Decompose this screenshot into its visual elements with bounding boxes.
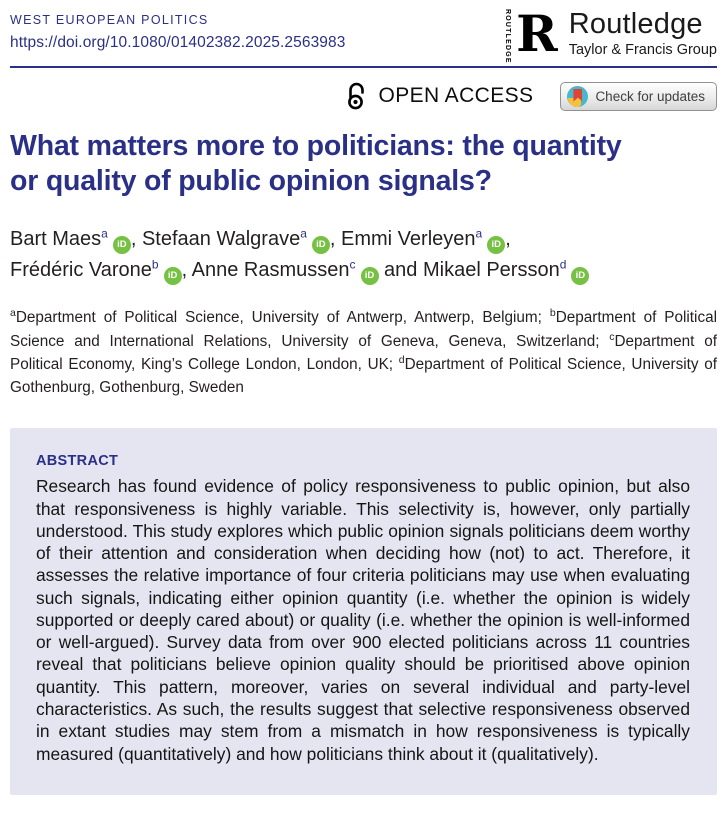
- author-affiliation-sup: d: [559, 257, 567, 272]
- author-name: Mikael Persson: [422, 259, 560, 282]
- author-affiliation-sup: a: [475, 226, 483, 241]
- affiliation: Department of Political Economy, King’s College London, London, UK;: [10, 332, 717, 374]
- check-for-updates-button[interactable]: [560, 82, 717, 111]
- orcid-icon[interactable]: iD: [571, 267, 589, 285]
- open-access-lock-icon: [345, 82, 369, 110]
- author-list: [10, 224, 717, 286]
- abstract-text: Research has found evidence of policy responsiveness to public opinion, but also that responsiveness is highly variable. This selectivity is, however, only partially understood. This study explores which public opinion signals politicians deem worthy of their attention and consideration when deciding how (not) to act. Therefore, it assesses the relative importance of four criteria politicians may use when evaluating such signals, indicating either opinion quantity (i.e. whether the opinion is widely supported or deeply cared about) or quality (i.e. whether the opinion is well-informed or well-argued). Survey data from over 900 elected politicians across 11 countries reveal that politicians believe opinion quality should be prioritised above opinion quantity. This pattern, moreover, varies on several individual and party-level characteristics. As such, the results suggest that selective responsiveness observed in extant studies may stem from a mismatch in how responsiveness is typically measured (quantitatively) and how politicians think about it (qualitatively).: [36, 476, 690, 764]
- author: Stefaan Walgrave$^a$ iD ,: [142, 228, 341, 250]
- author-name: Emmi Verleyen: [341, 228, 476, 251]
- affiliation: Department of Political Science, University of Gothenburg, Gothenburg, Sweden: [10, 356, 717, 396]
- author-name: Stefaan Walgrave: [141, 228, 301, 251]
- title-line-1: What matters more to politicians: the quantity: [10, 130, 622, 162]
- orcid-icon[interactable]: iD: [312, 236, 330, 254]
- author: Bart Maes$^a$ iD ,: [10, 228, 142, 250]
- orcid-icon[interactable]: iD: [361, 267, 379, 285]
- author-name: Frédéric Varone: [10, 259, 152, 282]
- abstract-box: [10, 428, 717, 794]
- orcid-icon[interactable]: iD: [487, 236, 505, 254]
- author-affiliation-sup: c: [349, 257, 356, 272]
- title-line-2: or quality of public opinion signals?: [10, 165, 492, 198]
- orcid-icon[interactable]: iD: [164, 267, 182, 285]
- author: Emmi Verleyen$^a$ iD ,: [341, 228, 511, 250]
- routledge-vertical-text: ROUTLEDGE: [504, 9, 512, 64]
- crossmark-icon: [567, 86, 588, 107]
- author-affiliation-sup: a: [300, 226, 307, 241]
- abstract-heading: ABSTRACT: [36, 453, 119, 470]
- author: [423, 259, 589, 281]
- open-access-block: [345, 82, 533, 110]
- affiliation: Department of Political Science and International Relations, University of Geneva, Geneva, Switzerland;: [10, 309, 717, 350]
- page-title: [10, 129, 717, 199]
- author-name: Bart Maes: [10, 228, 102, 251]
- routledge-mark-icon: R: [516, 4, 558, 63]
- publisher-group: Taylor & Francis Group: [568, 42, 717, 58]
- doi-link[interactable]: https://doi.org/10.1080/01402382.2025.2563983: [10, 34, 346, 51]
- header-divider: [10, 66, 717, 68]
- check-for-updates-label: Check for updates: [595, 88, 705, 104]
- orcid-icon[interactable]: iD: [113, 236, 131, 254]
- access-bar: [10, 81, 717, 111]
- author: Anne Rasmussen$^c$ iD and: [192, 259, 423, 281]
- routledge-logo: [504, 4, 717, 64]
- affiliations: $^a$Department of Political Science, University of Antwerp, Antwerp, Belgium; $^b$Department of Political Science and International Relations, University of Geneva, Geneva, Switzerland; $^c$Department of Political Economy, King’s College London, London, UK; $^d$Department of Political Science, University of Gothenburg, Gothenburg, Sweden: [10, 307, 717, 396]
- publisher-text-block: [569, 10, 717, 58]
- publisher-name: Routledge: [568, 8, 703, 40]
- journal-block: [10, 7, 345, 52]
- author-affiliation-sup: b: [151, 257, 159, 272]
- author-name: Anne Rasmussen: [191, 259, 350, 282]
- journal-title: WEST EUROPEAN POLITICS: [10, 13, 209, 27]
- open-access-label: OPEN ACCESS: [378, 84, 534, 107]
- affiliation: Department of Political Science, University of Antwerp, Antwerp, Belgium;: [15, 309, 550, 327]
- author: Frédéric Varone$^b$ iD ,: [10, 259, 192, 281]
- page-header: [10, 4, 717, 64]
- author-affiliation-sup: a: [101, 226, 108, 241]
